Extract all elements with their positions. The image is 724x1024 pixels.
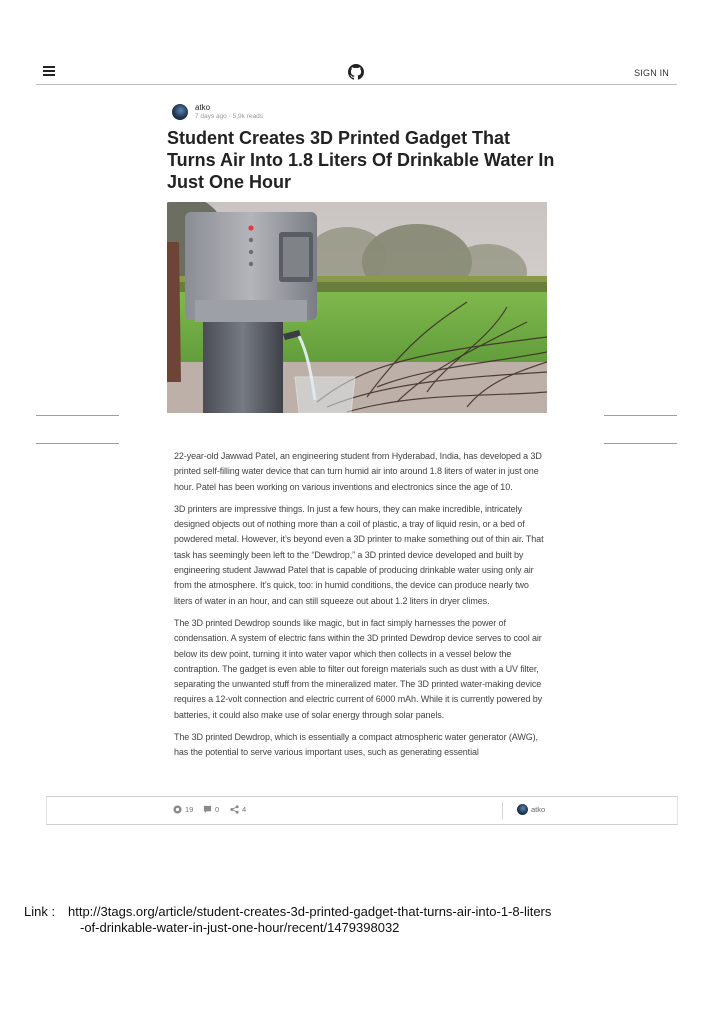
share-icon	[230, 805, 239, 814]
sign-in-link[interactable]: SIGN IN	[634, 68, 669, 78]
side-divider-right	[604, 443, 677, 444]
shares-stat[interactable]	[230, 805, 246, 814]
author-name[interactable]: atko	[195, 103, 211, 112]
side-divider-left	[36, 443, 119, 444]
article-footer-bar	[46, 796, 678, 825]
author-avatar[interactable]	[172, 104, 188, 120]
article-paragraph: The 3D printed Dewdrop, which is essentially a compact atmospheric water generator (AWG), has the potential to serve various important uses, such as generating essential	[174, 732, 538, 758]
side-divider-right	[604, 415, 677, 416]
footer-author-name[interactable]: atko	[531, 805, 546, 814]
comment-icon	[203, 805, 212, 814]
hamburger-menu-icon[interactable]	[43, 66, 55, 76]
article-paragraph: The 3D printed Dewdrop sounds like magic, but in fact simply harnesses the power of condensation. A system of electric fans within the 3D printed Dewdrop device serves to cool air below its dew point, turning it into water vapor which then collects in a vessel below the contraption. The gadget is even able to filter out foreign materials such as dust with a UV filter, separating the unwanted stuff from the mineralized mater. The 3D printed water-making device requires a 12-volt connection and electric current of 6000 mAh. While it is currently powered by batteries, it could also make use of solar energy through solar panels.	[174, 617, 543, 720]
footer-divider	[502, 802, 503, 819]
github-icon[interactable]	[348, 64, 364, 80]
footer-author-avatar[interactable]	[517, 804, 528, 815]
side-divider-left	[36, 415, 119, 416]
link-label: Link :	[24, 904, 56, 919]
eye-icon	[173, 805, 182, 814]
comments-stat[interactable]	[203, 805, 219, 814]
top-navigation-bar	[36, 60, 677, 85]
views-stat	[173, 805, 193, 814]
article-hero-image	[167, 202, 547, 413]
comments-count: 0	[215, 805, 220, 814]
source-link[interactable]: http://3tags.org/article/student-creates-3d-printed-gadget-that-turns-air-into-1-8-liters	[68, 904, 552, 919]
article-paragraph: 22-year-old Jawwad Patel, an engineering student from Hyderabad, India, has developed a 3D printed self-filling water device that can turn humid air into around 1.8 liters of water in just one hour. Patel has been working on various inventions and electronics since the age of 10.	[174, 451, 542, 492]
shares-count: 4	[242, 805, 247, 814]
source-link-continued[interactable]: -of-drinkable-water-in-just-one-hour/recent/1479398032	[80, 920, 400, 935]
article-meta: 7 days ago · 5,9k reads	[195, 113, 263, 120]
article-title: Student Creates 3D Printed Gadget That Turns Air Into 1.8 Liters Of Drinkable Water In Just One Hour	[167, 128, 555, 192]
article-paragraph: 3D printers are impressive things. In just a few hours, they can make incredible, intricately designed objects out of nothing more than a coil of plastic, a tray of liquid resin, or a bed of powdered metal. However, it’s beyond even a 3D printer to make something out of thin air. That task has seemingly been left to the “Dewdrop,” a 3D printed device developed and built by engineering student Jawwad Patel that is capable of producing drinkable water using only air from the atmosphere. It’s quick, too: in humid conditions, the device can produce nearly two liters of water in an hour, and can still squeeze out about 1.2 liters in dryer climes.	[174, 503, 544, 606]
article-body	[174, 449, 548, 768]
views-count: 19	[185, 805, 194, 814]
